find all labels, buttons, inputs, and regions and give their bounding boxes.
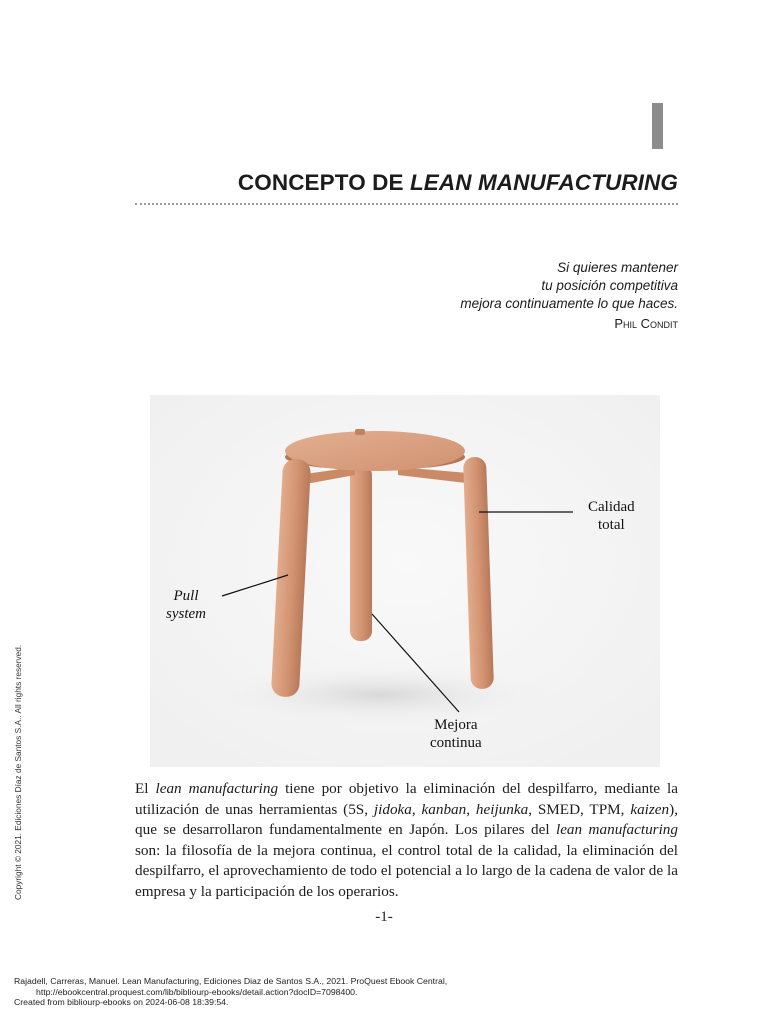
chapter-title <box>90 170 678 196</box>
body-text-run: , <box>411 800 422 818</box>
epigraph-line: mejora continuamente lo que haces. <box>460 296 678 311</box>
callout-pull-system <box>166 587 206 623</box>
stool-figure <box>150 395 660 767</box>
epigraph-author: Phil Condit <box>614 316 678 331</box>
epigraph-line: Si quieres mantener <box>557 260 678 275</box>
body-text-run: , SMED, TPM, <box>528 800 631 818</box>
callout-line-text: continua <box>430 735 482 751</box>
footer-line: Rajadell, Carreras, Manuel. Lean Manufacturing, Ediciones Diaz de Santos S.A., 2021. ProQuest Ebook Central, <box>14 976 448 986</box>
stool-shadow <box>210 665 550 725</box>
body-text-run: tiene por objetivo la eliminación del despilfarro, mediante la utilización de unas herramientas (5S, <box>135 780 678 818</box>
body-italic-term: jidoka <box>373 800 412 818</box>
chapter-number-mark <box>652 103 663 149</box>
callout-line-text: total <box>597 517 625 533</box>
body-italic-term: lean manufacturing <box>155 780 279 797</box>
chapter-title-italic: LEAN MANUFACTURING <box>409 170 678 195</box>
epigraph <box>460 259 678 333</box>
body-text-run: El <box>135 780 156 797</box>
callout-mejora-continua <box>430 716 482 752</box>
body-text-run: son: la filosofía de la mejora continua, el control total de la calidad, la eliminación del despilfarro, el aprovechamiento de todo el potencial a lo largo de la cadena de valor de la empresa y la participación de los operarios. <box>135 841 678 900</box>
body-italic-term: kaizen <box>630 800 670 818</box>
citation-footer <box>14 976 754 1008</box>
body-italic-term: heijunka <box>475 800 529 818</box>
stool-seat <box>285 431 465 471</box>
body-italic-term: lean manufacturing <box>555 821 678 838</box>
footer-line: Created from bibliourp-ebooks on 2024-06-08 18:39:54. <box>14 997 229 1007</box>
callout-calidad-total <box>588 498 635 534</box>
stool-leg-top <box>355 429 365 435</box>
stool-illustration <box>150 395 660 767</box>
stool-back-leg <box>350 465 372 641</box>
callout-line-text: system <box>166 606 206 622</box>
chapter-title-prefix: CONCEPTO DE <box>237 170 410 195</box>
copyright-notice: Copyright © 2021. Ediciones Díaz de Santos S.A.. All rights reserved. <box>13 644 23 900</box>
body-text-run: ), que se desarrollaron fundamentalmente en Japón. Los pilares del <box>135 800 678 838</box>
body-paragraph <box>135 779 678 902</box>
body-text-run: , <box>466 800 476 818</box>
title-dotted-rule <box>135 203 678 205</box>
epigraph-line: tu posición competitiva <box>541 278 678 293</box>
body-italic-term: kanban <box>421 800 467 818</box>
callout-line-text: Calidad <box>588 499 635 515</box>
callout-line-text: Pull <box>173 588 199 604</box>
callout-line-text: Mejora <box>434 717 478 733</box>
footer-url: http://ebookcentral.proquest.com/lib/bibliourp-ebooks/detail.action?docID=7098400. <box>36 986 358 997</box>
page-number: -1- <box>375 909 393 925</box>
